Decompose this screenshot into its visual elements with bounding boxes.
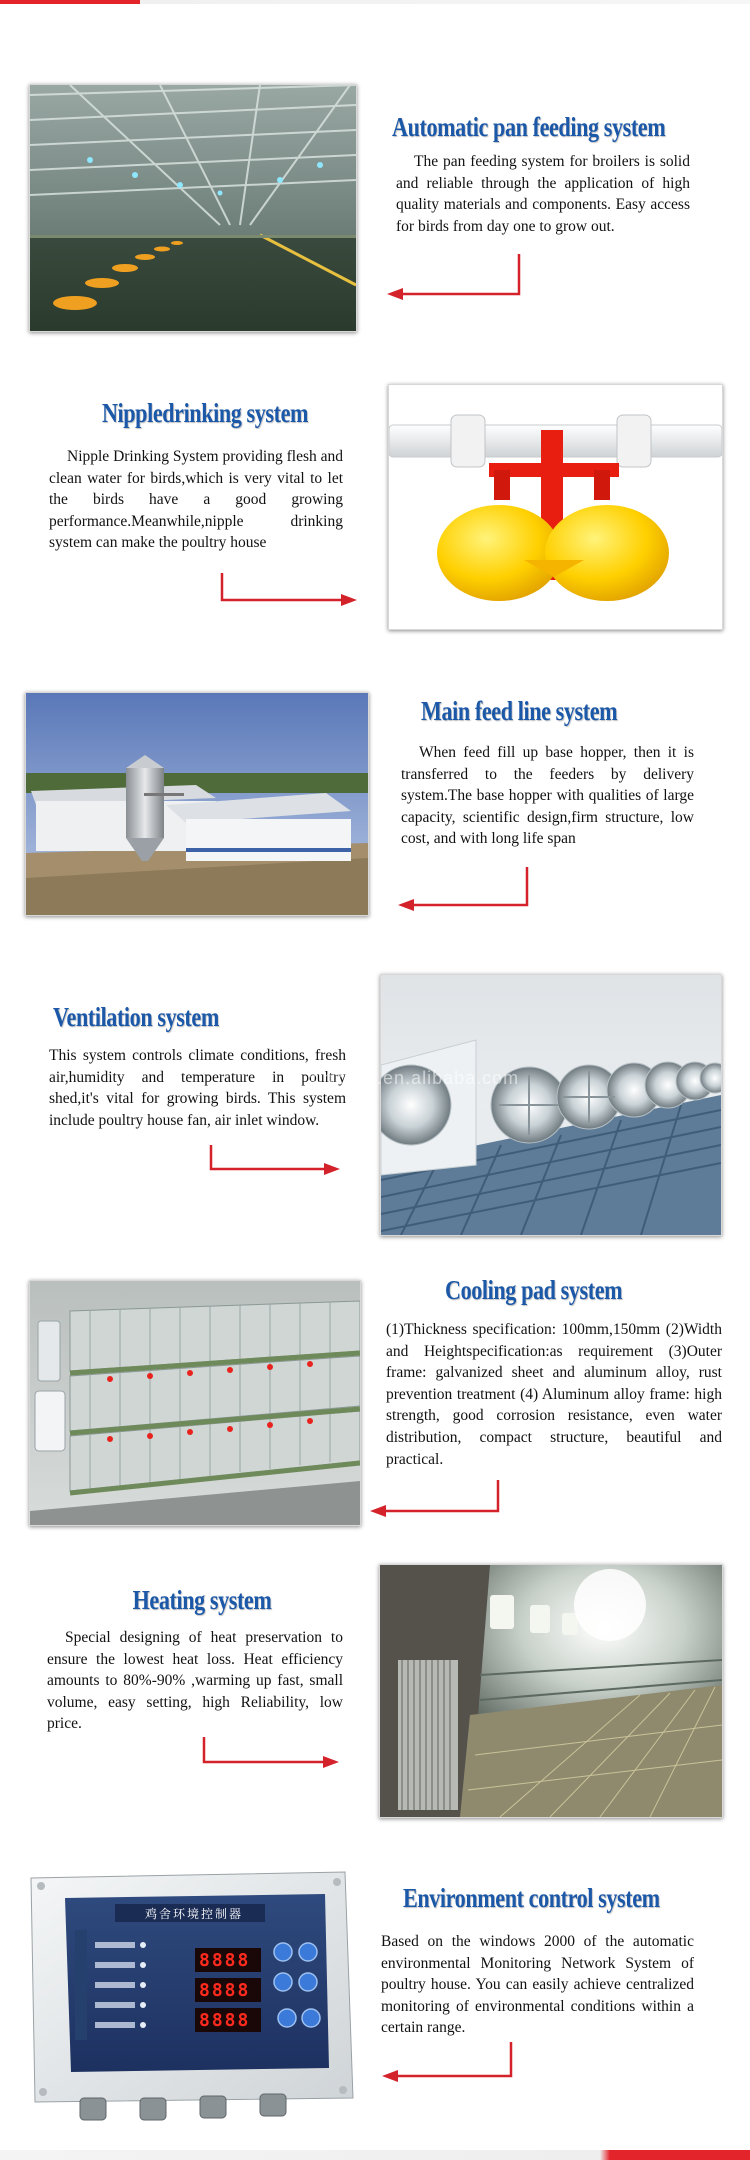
section-description: Nipple Drinking System providing flesh and clean water for birds,which is very vital to let the birds have a good growing performance.Meanwhile,nipple drinking system can make the poultry house — [49, 448, 343, 552]
section-heating — [0, 1540, 750, 1840]
controller-label: 鸡舍环境控制器 — [145, 1907, 244, 1921]
section-environment-control — [0, 1840, 750, 2150]
section-title: Main feed line system — [421, 696, 618, 726]
red-arrow-right-icon — [208, 1145, 342, 1179]
environment-controller-photo — [25, 1870, 359, 2140]
watermark-text: xinzhen.en.alibaba.com — [308, 1068, 520, 1088]
red-arrow-right-icon — [201, 1737, 341, 1771]
section-title: Heating system — [132, 1585, 272, 1615]
section-cooling-pad — [0, 1240, 750, 1540]
feed-silo-photo — [25, 692, 369, 916]
controller-readout: 8888 — [199, 1980, 251, 2001]
controller-readout: 8888 — [199, 1950, 251, 1971]
heating-system-photo — [379, 1564, 723, 1818]
red-arrow-left-icon — [385, 252, 525, 300]
section-description: Special designing of heat preservation to ensure the lowest heat loss. Heat efficiency amounts to 80%-90% ,warming up fast, small volume, easy setting, high Reliability, low price. — [47, 1629, 343, 1733]
section-description: (1)Thickness specification: 100mm,150mm (2)Width and Heightspecification:as requirement (3)Outer frame: galvanized sheet and aluminum alloy, rust prevention treatment (4) Aluminum alloy frame: high strength, good corrosion resistance, even water distribution, compact structure, beautiful and practical. — [386, 1321, 722, 1468]
section-description: The pan feeding system for broilers is solid and reliable through the application of high quality materials and components. Easy access for birds from day one to grow out. — [396, 153, 690, 235]
section-nipple-drinking — [0, 340, 750, 640]
controller-readout: 8888 — [199, 2010, 251, 2031]
section-title: Environment control system — [403, 1883, 660, 1913]
section-title: Automatic pan feeding system — [392, 112, 666, 142]
red-arrow-left-icon — [396, 867, 530, 915]
red-arrow-left-icon — [368, 1480, 502, 1520]
red-arrow-right-icon — [219, 573, 359, 609]
nipple-drinker-photo — [388, 384, 723, 630]
ventilation-fans-photo — [380, 974, 722, 1236]
section-main-feed-line — [0, 640, 750, 940]
section-description: Based on the windows 2000 of the automatic environmental Monitoring Network System of poultry house. You can easily achieve centralized monitoring of environmental conditions within a certain range. — [381, 1933, 694, 2037]
section-title: Ventilation system — [53, 1002, 219, 1032]
section-title: Nippledrinking system — [101, 398, 309, 428]
section-pan-feeding — [0, 0, 750, 340]
section-title: Cooling pad system — [445, 1275, 623, 1305]
section-description: When feed fill up base hopper, then it is transferred to the feeders by delivery system.The base hopper with qualities of large capacity, scientific design,firm structure, low cost, and with long life span — [401, 744, 694, 848]
section-ventilation — [0, 940, 750, 1240]
pan-feeding-photo — [29, 84, 357, 332]
bottom-accent-stripe — [0, 2150, 750, 2160]
section-description: This system controls climate conditions, fresh air,humidity and temperature in poultry shed,it's vital for growing birds. This system include poultry house fan, air inlet window. — [49, 1047, 346, 1129]
cooling-cages-photo — [29, 1280, 361, 1526]
red-arrow-left-icon — [380, 2042, 514, 2086]
